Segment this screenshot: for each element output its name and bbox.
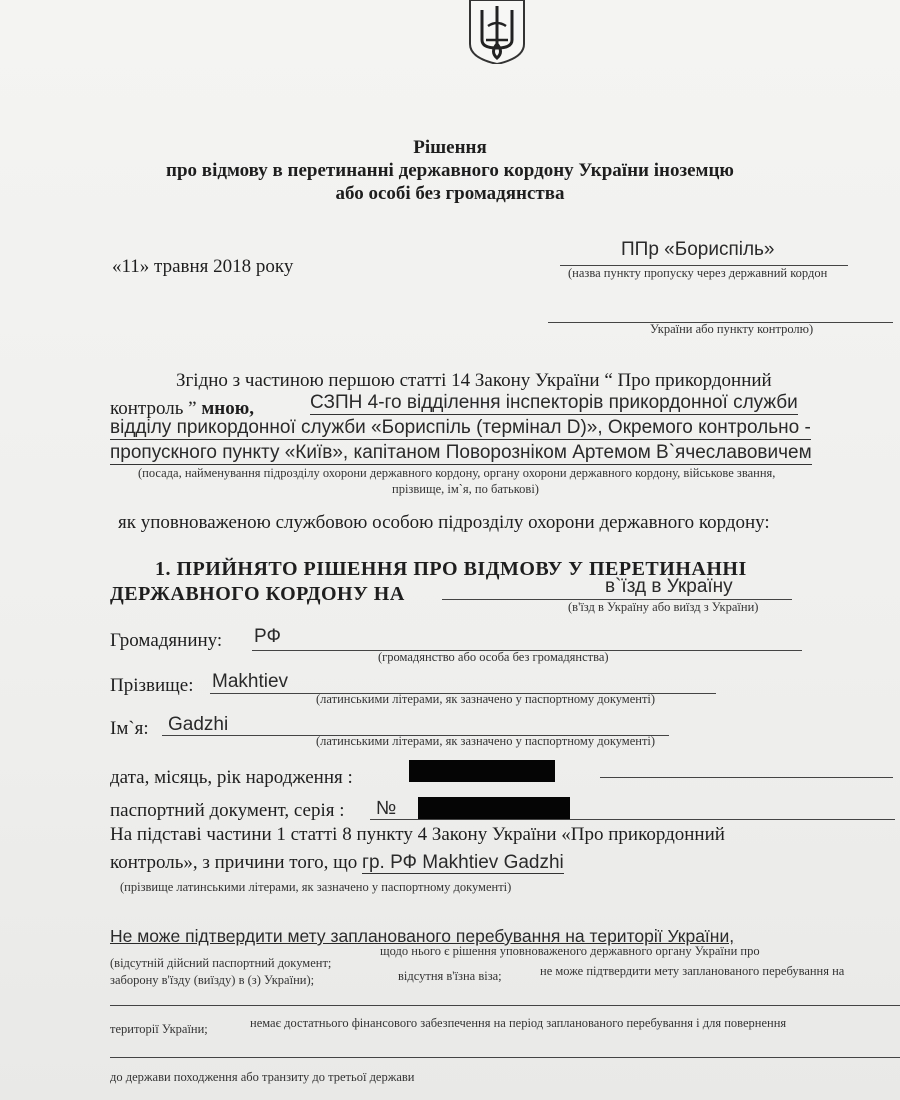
basis-caption: (прізвище латинськими літерами, як зазначено у паспортному документі) [120, 880, 512, 894]
official-caption-1: (посада, найменування підрозділу охорони державного кордону, органу охорони державного кордону, військове звання, [138, 466, 776, 480]
title-line-3: або особі без громадянства [335, 183, 565, 204]
decision-caption: (в'їзд в Україну або виїзд з України) [568, 600, 759, 614]
birthdate-label: дата, місяць, рік народження : [110, 767, 353, 788]
official-unit: відділу прикордонної служби «Бориспіль (термінал D)», Окремого контрольно - [110, 417, 811, 438]
basis-line-1: На підставі частини 1 статті 8 пункту 4 Закону України «Про прикордонний [110, 824, 725, 845]
citizenship-caption: (громадянство або особа без громадянства) [378, 650, 609, 664]
preamble-line-5: як уповноваженою службовою особою підрозділу охорони державного кордону: [118, 512, 770, 533]
official-caption-2: прізвище, ім`я, по батькові) [392, 482, 539, 496]
reason-caption-2c: не може підтвердити мету запланованого перебування на [540, 964, 845, 978]
preamble-line-1: Згідно з частиною першою статті 14 Закону України “ Про прикордонний [176, 370, 772, 391]
citizenship-label: Громадянину: [110, 630, 223, 651]
citizenship-value: РФ [254, 626, 281, 647]
refusal-reason: Не може підтвердити мету запланованого перебування на території України, [110, 926, 735, 946]
checkpoint-caption-1: (назва пункту пропуску через державний кордон [568, 266, 828, 280]
reason-caption-2a: заборону в'їзду (виїзду) в (з) України); [110, 973, 315, 987]
decision-heading: 1. ПРИЙНЯТО РІШЕННЯ ПРО ВІДМОВУ У ПЕРЕТИНАННІ [155, 558, 747, 580]
title-line-1: Рішення [413, 137, 487, 158]
surname-caption: (латинськими літерами, як зазначено у паспортному документі) [316, 692, 656, 706]
decision-heading-2: ДЕРЖАВНОГО КОРДОНУ НА [110, 583, 405, 605]
decision-date: «11» травня 2018 року [112, 256, 294, 277]
reason-caption-3b: немає достатнього фінансового забезпечення на період запланованого перебування і для повернення [250, 1016, 787, 1030]
passport-number-sign: № [376, 798, 397, 819]
birthdate-redaction [409, 760, 555, 782]
official-name: пропускного пункту «Київ», капітаном Поворозніком Артемом В`ячеславовичем [110, 442, 812, 463]
reason-caption-2b: відсутня в'їзна віза; [398, 969, 502, 983]
checkpoint-value: ППр «Бориспіль» [621, 239, 775, 260]
trident-coat-of-arms-icon [462, 0, 532, 64]
reason-caption-3a: території України; [110, 1022, 208, 1036]
preamble-line-2: контроль ” мною, [110, 398, 254, 419]
decision-direction: в`їзд в Україну [605, 576, 733, 597]
official-position: СЗПН 4-го відділення інспекторів прикордонної служби [310, 392, 798, 413]
name-caption: (латинськими літерами, як зазначено у паспортному документі) [316, 734, 656, 748]
name-value: Gadzhi [168, 714, 229, 735]
surname-label: Прізвище: [110, 675, 194, 696]
basis-line-2: контроль», з причини того, що гр. РФ Makhtiev Gadzhi [110, 852, 564, 873]
passport-label: паспортний документ, серія : [110, 800, 345, 821]
person-name: гр. РФ Makhtiev Gadzhi [362, 852, 564, 873]
name-label: Ім`я: [110, 718, 149, 739]
title-line-2: про відмову в перетинанні державного кордону України іноземцю [166, 160, 734, 181]
reason-caption-1a: (відсутній дійсний паспортний документ; [110, 956, 332, 970]
passport-redaction [418, 797, 570, 819]
checkpoint-caption-2: України або пункту контролю) [650, 322, 814, 336]
surname-value: Makhtiev [212, 671, 289, 692]
reason-caption-1b: щодо нього є рішення уповноваженого державного органу України про [380, 944, 760, 958]
reason-caption-4: до держави походження або транзиту до третьої держави [110, 1070, 415, 1084]
